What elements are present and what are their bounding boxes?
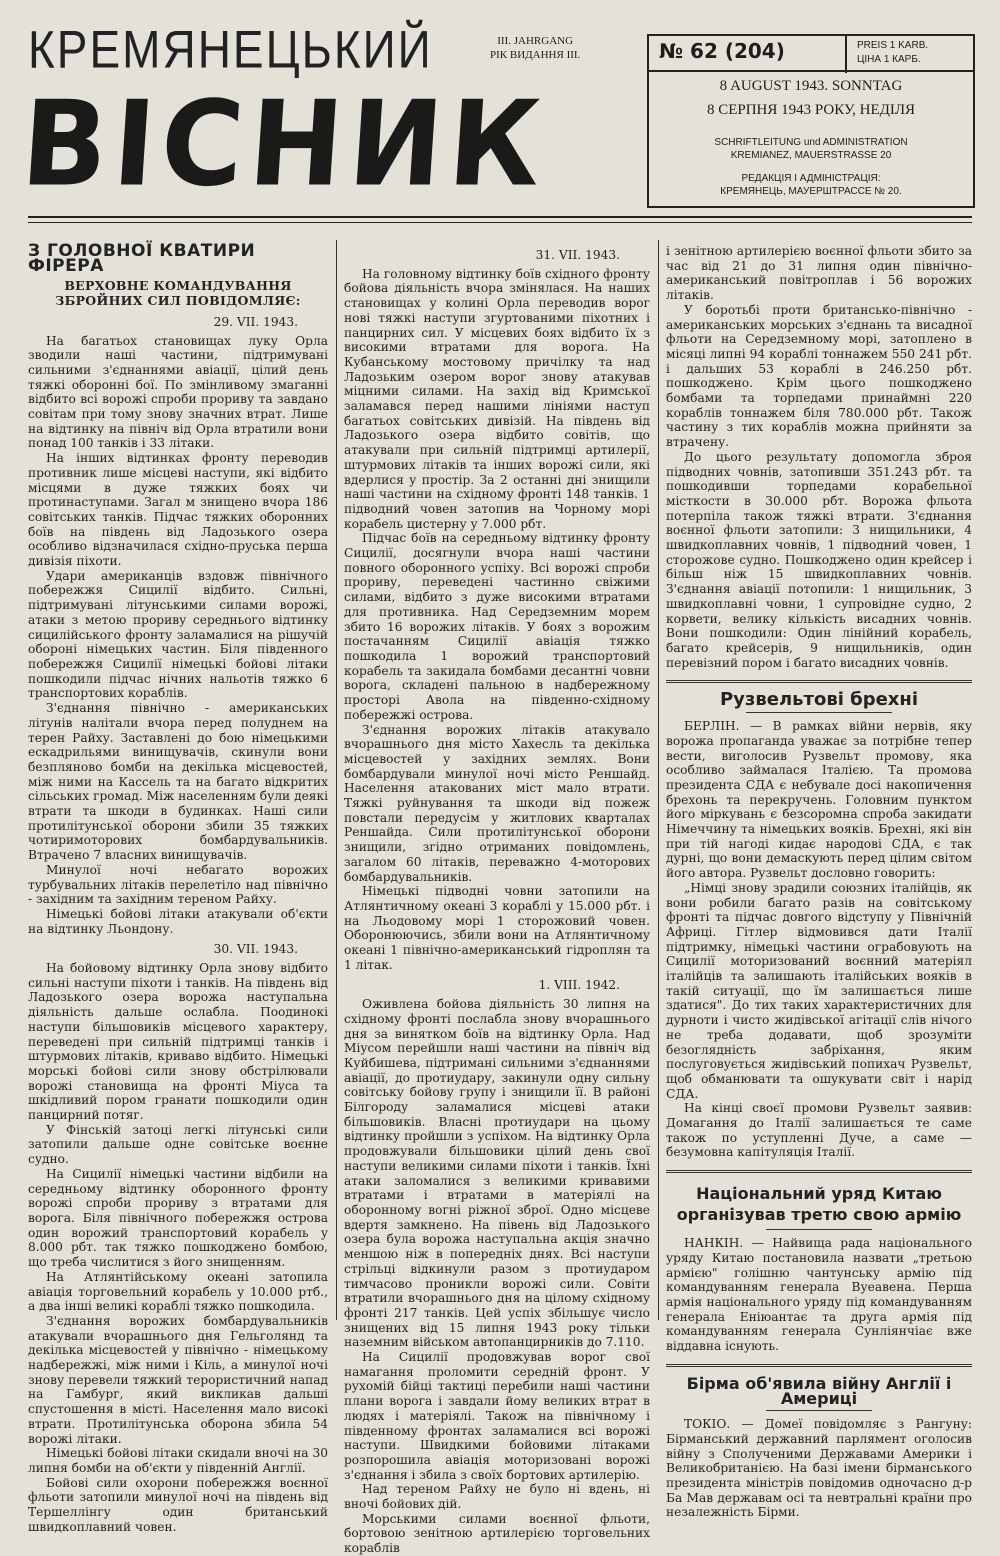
headline-roosevelt: Рузвельтові брехні: [719, 689, 919, 711]
price-box: [845, 36, 928, 73]
paragraph: З'єднання ворожих літаків атакувало вчорашнього дня місто Хахесль та декілька місцевостей у західних землях. Вони бомбардували минулої ночі місто Реншайд. Населення атакованих міст мало втрати. Тяжкі руйнування та шкоди від пожеж повстали передусім у житлових кварталах Реншайда. Сили протилітунської оборони знищили, згідно отриманих повідомлень, загалом 60 літаків, переважно 4-моторових бомбардувальників.: [344, 722, 650, 884]
volume-info: [490, 34, 580, 62]
masthead-title-main: ВІСНИК: [17, 76, 551, 214]
jahrgang-ua: РІК ВИДАННЯ III.: [490, 49, 581, 61]
admin-de-2: KREMIANEZ, MAUERSTRASSE 20: [730, 150, 892, 161]
article-separator: [666, 1364, 972, 1367]
paragraph: Німецькі бойові літаки скидали вночі на 30 липня бомби на об'єкти у південній Англії.: [28, 1446, 328, 1475]
subheadline-command: ВЕРХОВНЕ КОМАНДУВАННЯ ЗБРОЙНИХ СИЛ ПОВІДОМЛЯЄ:: [55, 278, 301, 309]
paragraph: У боротьбі проти британсько-північно - американських морських з'єднань та висадної фльоти на Середземному морі, затоплено в місяці липні 94 кораблі тоннажем 550 241 рбт. і дальших 53 кораблі в 246.250 рбт. пошкоджено. Крім цього пошкоджено бомбами та торпедами принаймні 220 кораблів тоннажем біля 780.000 рбт. Також частину з тих кораблів можна прийняти за втрачену.: [666, 302, 972, 450]
headline-underline: [746, 712, 892, 713]
editorial-address: [649, 136, 973, 198]
column-divider: [658, 240, 659, 1320]
issue-date-de: 8 AUGUST 1943. SONNTAG: [719, 78, 903, 94]
paragraph: На кінці своєї промови Рузвельт заявив: Домагання до Італії залишається те саме також по уступленні Дуче, а саме — безумовна капітуляція Італії.: [666, 1101, 972, 1160]
paragraph: БЕРЛІН. — В рамках війни нервів, яку ворожа пропаганда уважає за потрібне тепер вести, виголосив Рузвельт промову, яка особливо займалася Італією. Та промова президента СДА є небувале досі накопичення брехонь та перекручень. Головним пунктом його міркувань є безсоромна спроба закидати Німеччину та німецьких вояків. Брехні, які він при тій нагоді кидає народові СДА, є так дурні, що вони демаскують перед цілим світом його автора. Рузвельт дословно говорить:: [666, 719, 972, 881]
paragraph: Удари американців вздовж північного побережжя Сицилії відбито. Сильні, підтримувані літунськими силами ворожі, атаки з метою прориву середнього відтинку сицилійського фронту заламалися на рішучій обороні німецьких частин. Біля південного побережжя Сицилії німецькі бойові літаки пошкодили підчас нічних нальотів тяжко 6 транспортових кораблів.: [28, 568, 328, 701]
paragraph: До цього результату допомогла зброя підводних човнів, затопивши 351.243 рбт. та пошкодивши торпедами корабельної місткости в 30.000 рбт. Ворожа фльота потерпіла також тяжкі втрати. З'єднання воєнної фльоти затопили: 3 нищильники, 4 швидкоплавних човнів, 1 підводний човен, 1 сторожове судно. Пошкоджено один крейсер і більш ніж 15 швидкоплавних човнів. З'єднання авіації потопили: 1 нищильник, 3 швидкоплавні човни, 1 супровідне судно, 2 корвети, велику кількість висадних човнів. Вони пошкодили: Один лінійний корабель, багато крейсерів, 9 нищильників, один перевізний пором і багато висадних човнів.: [666, 449, 972, 670]
price-de: PREIS 1 KARB.: [857, 40, 929, 51]
headline-underline: [766, 1410, 872, 1411]
paragraph: і зенітною артилерією воєнної фльоти збито за час від 21 до 31 липня один північно-американський повітроплав і 56 ворожих літаків.: [666, 244, 972, 303]
paragraph: Минулої ночі небагато ворожих турбувальних літаків перелетіло над північно - західним та західним тереном Райху.: [28, 862, 328, 907]
issue-number-row: [649, 36, 973, 72]
paragraph: „Німці знову зрадили союзних італійців, як вони робили багато разів на совітському фронті та підчас довгого відступу у Північній Африці. Гітлер відмовився дати Італії підтримку, німецькі частини ограбовують на Сицилії моторизований воєнний матеріял італійців та залишають італійських вояків в такій ситуації, що їм залишається лише здатися". До тих таких характеристичних для дурноти і чисто жидівської агітації слів нічого не треба додавати, щоб зрозуміти безоглядність забріхання, яким послуговується жидівський попихач Рузвельт, щоб обманювати та ошукувати світ і нарід СДА.: [666, 880, 972, 1101]
column-1: [28, 241, 328, 1534]
issue-info-box: [647, 34, 975, 208]
paragraph: З'єднання північно - американських літунів налітали вчора перед полуднем на терен Райху. Заставлені до бою німецькими ескадрильями винищувачів, скинули вони безпляново бомби на декілька місцевостей, між ними на Кассель та на багато відкритих сільських громад. Між населенням були деякі втрати та шкоди в будинках. Наші сили протилітунської оборони збили 35 тяжких чотиримоторових бомбардувальників. Втрачено 7 власних винищувачів.: [28, 701, 328, 863]
paragraph: На Сицилії продовжував ворог свої намагання проломити середній фронт. У рухомій бійці тактиці перебили наші частини плани ворога і завдали йому великих втрат в людях і матеріялі. Також на північному і південному фронтах заламалися всі ворожі наступи. Швидкими бойовими літаками розпорошила авіація моторизовані ворожі з'єднання і збила з своїх бортових артилерію.: [344, 1350, 650, 1482]
paragraph: На Атлянтійському океані затопила авіація торговельний корабель у 10.000 ртб., а два інші великі кораблі тяжко пошкодила.: [28, 1269, 328, 1314]
headline-underline: [766, 1229, 872, 1230]
paragraph: На багатьох становищах луку Орла зводили наші частини, підтримувані сильними з'єднаннями авіації, цілий день тяжкі оборонні бої. По змінливому змаганні відбито всі ворожі спроби прориву та завдано совітам при тому знову значних втрат. Лише на відтинку на північ від Орла втратили вони понад 100 танків і 33 літаки.: [28, 333, 328, 451]
issue-date-ua: 8 СЕРПНЯ 1943 РОКУ, НЕДІЛЯ: [706, 102, 916, 118]
paragraph: Бойові сили охорони побережжя воєнної фльоти затопили минулої ночі на південь від Тершеллінгу один британський швидкоплавний човен.: [28, 1475, 328, 1534]
article-separator: [666, 680, 972, 683]
headline-burma: Бірма об'явила війну Англії і Америці: [686, 1373, 952, 1408]
article-separator: [666, 1170, 972, 1173]
jahrgang-de: III. JAHRGANG: [497, 35, 574, 47]
column-divider: [336, 240, 337, 1320]
paragraph: На Сицилії німецькі частини відбили на середньому відтинку оборонного фронту ворожі спроби прориву з втратами для ворога. Біля північного побережжя острова один ворожий транспортовий корабель у 8.000 рбт. так тяжко пошкоджено бомбою, що треба числитися з його знищенням.: [28, 1166, 328, 1270]
paragraph: У Фінській затоці легкі літунські сили затопили дальше одне совітське воєнне судно.: [28, 1122, 328, 1167]
paragraph: На інших відтинках фронту переводив противник лише місцеві наступи, які відбито місцями в дуже тяжких боях чи протинаступами. Загал м знищено вчора 186 совітських танків. Підчас тяжких оборонних боїв на південь від Ладозького озера особливо відзначилася східно-пруська перша дивізія піхоти.: [28, 451, 328, 569]
admin-ua-1: РЕДАКЦІЯ І АДМІНІСТРАЦІЯ:: [741, 173, 881, 184]
paragraph: Підчас боїв на середньому відтинку фронту Сицилії, досягнули вчора наші частини повного оборонного успіху. Всі ворожі спроби прориву, переведені частинно свіжими силами, відбито з дуже високими втратами для противника. Над Середземним морем збито 16 ворожих літаків. У боях з ворожим постачанням Сицилії авіація тяжко пошкодила 1 ворожий транспортовий корабель та закидала бомбами десантні човни ворога, складені пальною в надбережному просторі Авола на південно-східному побережжі острова.: [344, 531, 650, 722]
report-date: 1. VIII. 1942.: [538, 978, 620, 993]
paragraph: З'єднання ворожих бомбардувальників атакували вчорашнього дня Гельголянд та декілька місцевостей у північно - німецькому надбережжі, між ними і Кіль, а минулої ночі знову перевели тяжкий терористичний напад на Гамбург, який викликав дальші спустошення в місті. Населення мало високі втрати. Протилітунська оборона збила 54 ворожі літаки.: [28, 1313, 328, 1446]
paragraph: Оживлена бойова діяльність 30 липня на східному фронті послабла знову вчорашнього дня за винятком боїв на відтинку Орла. Над Міусом перейшли наші частини на північ від Куйбишева, підтримані сильними з'єднаннями авіації, до протиудару, закинули одну сильну совітську бойову групу і знищили її. В районі Білгороду заламалися місцеві атаки більшовиків. Власні протиудари на цьому відтинку пройшли з успіхом. На відтинку Орла продовжували більшовики цілий день свої наступи великими силами піхоти і танків. Їхні атаки заломалися з великими кривавими втратами і втратами в матеріялі на оборонному вогні ріжної зброї. Одно місцеве вдертя замкнено. На півень від Ладозького озера була ворожа наступальна акція значно меншою ніж в попередніх днях. Всі наступи стрільці відкинули разом з протиударом тимчасово проникли ворожі сили. Совіти втратили вчорашнього дня на цілому східному фронті 217 танків. Цей успіх збільшує число знищених від 15 липня 1943 року тільки наземним військом автопанцирників до 7.110.: [344, 997, 650, 1350]
report-date: 31. VII. 1943.: [535, 248, 620, 262]
report-date: 30. VII. 1943.: [213, 942, 298, 957]
column-2: [344, 244, 650, 1556]
paragraph: Німецькі бойові літаки атакували об'єкти на відтинку Льондону.: [28, 906, 328, 936]
masthead-rule: [28, 216, 972, 218]
paragraph: ТОКІО. — Домеї повідомляє з Рангуну: Бірманський державний парлямент оголосив війну з Сполученими Державами Америки і Великобританією. На базі імени бірманського президента міністрів повідомив одночасно д-р Ба Мав державам осі та невтральні країни про незалежність Бірми.: [666, 1417, 972, 1520]
admin-ua-2: КРЕМЯНЕЦЬ, МАУЕРШТРАССЕ № 20.: [720, 186, 902, 197]
paragraph: НАНКІН. — Найвища рада національного уряду Китаю постановила назвати „третьою армією" голішню чантунську армію під командуванням генерала Вуеавена. Перша армія національного уряду під командуванням генерала Еніюантає та друга армія під командуванням генерала Сунліянчіає вже віддавна існують.: [666, 1236, 972, 1354]
masthead-rule-thin: [28, 222, 972, 223]
admin-de-1: SCHRIFTLEITUNG und ADMINISTRATION: [714, 137, 908, 148]
headline-fuehrer-hq: З ГОЛОВНОЇ КВАТИРИ ФІРЕРА: [28, 241, 256, 276]
paragraph: Морськими силами воєнної фльоти, бортовою зенітною артилерією торговельних кораблів: [344, 1511, 650, 1556]
paragraph: На бойовому відтинку Орла знову відбито сильні наступи піхоти і танків. На південь від Ладозького озера ворожа наступальна діяльність дальше ослабла. Поодинокі наступи більшовиків місцевого характеру, переведені при сильній підтримці танків і штурмових літаків, криваво відбито. Німецькі морські бойові сили знову обстрілювали ворожі становища на фронті Міуса та шкідливий пором гранати пошкодили один панцирний потяг.: [28, 961, 328, 1123]
headline-china: Національний уряд Китаю організував третю свою армію: [676, 1184, 962, 1225]
paragraph: Німецькі підводні човни затопили на Атлянтичному океані 3 кораблі у 15.000 рбт. і на Льодовому морі 1 сторожовий човен. Оборонюючись, збили вони на Атлянтичному океані 1 північно-американський гідроплян та 1 літак.: [344, 884, 650, 972]
report-date: 29. VII. 1943.: [213, 314, 298, 329]
paragraph: Над тереном Райху не було ні вдень, ні вночі бойових дій.: [344, 1482, 650, 1512]
price-ua: ЦІНА 1 КАРБ.: [857, 54, 921, 65]
paragraph: На головному відтинку боїв східного фронту бойова діяльність вчора змінялася. На наших становищах у колині Орла переводив ворог нові тяжкі наступи згуртованими піхотних і панцирних сил. У місцевих боях відбито їх з високими втратами для ворога. На Кубанському мостовому причілку та над Ладозьким озером ворог знову атакував міцними силами. На захід від Кримської заламався перед нашими лініями наступ багатьох совітських дивізій. На південь від Ладозького озера відбито совітів, що атакували при сильній підтримці артилерії, штурмових літаків та інших ворожі сили, які вдерлися у простір. За 2 останні дні знищили наші частини на східному фронті 148 танків. 1 підводний човен затопив на Чорному морі корабель цистерну у 7.000 рбт.: [344, 266, 650, 531]
masthead-title-top: КРЕМЯНЕЦЬКИЙ: [28, 19, 433, 79]
issue-number: № 62 (204): [659, 39, 785, 63]
column-3: [666, 244, 972, 1520]
